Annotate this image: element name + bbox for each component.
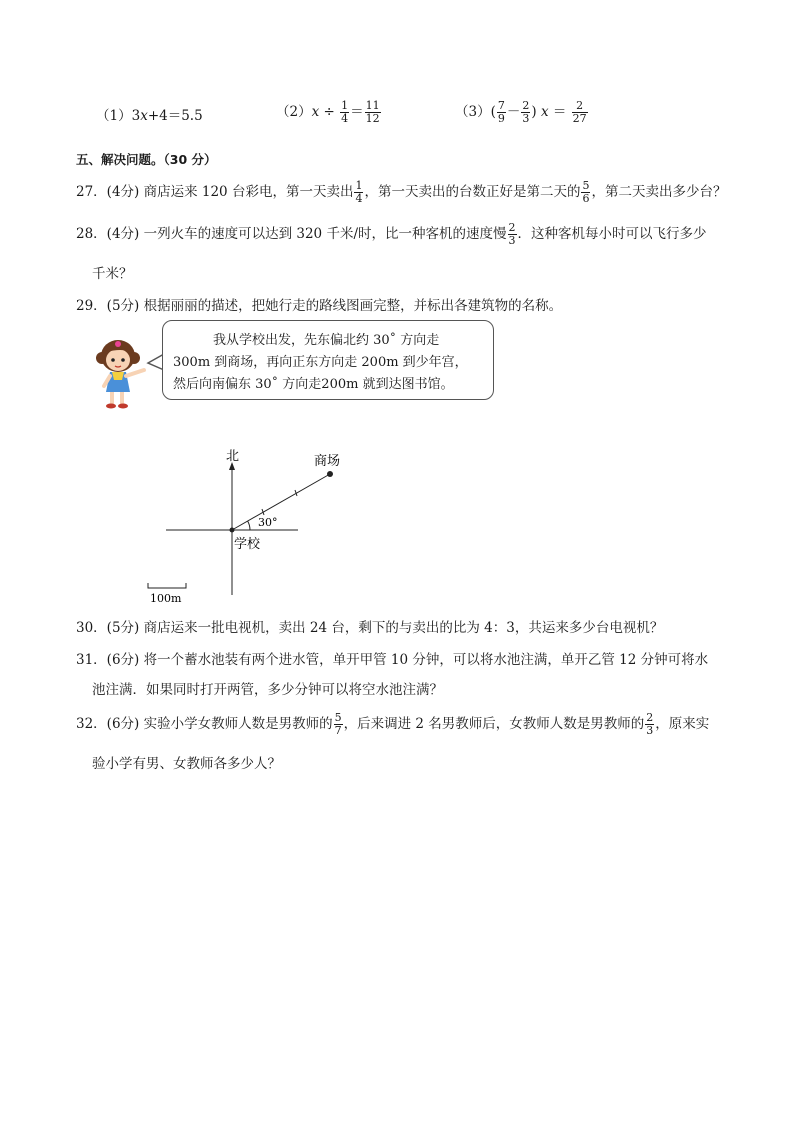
denominator: 3 — [646, 724, 654, 738]
speech-bubble — [162, 320, 494, 400]
question-31: 31．(6分) 将一个蓄水池装有两个进水管，单开甲管 10 分钟，可以将水池注满，单开乙管 12 分钟可将水 — [76, 652, 709, 668]
north-label: 北 — [226, 449, 240, 464]
q32-text-a: 32．(6分) 实验小学女教师人数是男教师的 — [76, 716, 333, 733]
eq2-prefix: （2） — [276, 104, 312, 121]
denominator: 12 — [365, 112, 380, 126]
eq1-var: x — [140, 108, 148, 124]
denominator: 6 — [582, 192, 590, 206]
denominator: 7 — [334, 724, 342, 738]
eq3-equals: ＝ — [552, 104, 567, 121]
scale-bar — [148, 583, 186, 588]
q28-text-a: 28．(4分) 一列火车的速度可以达到 320 千米/时，比一种客机的速度慢 — [76, 226, 507, 243]
q32-fraction-1 — [334, 712, 343, 737]
question-32 — [76, 712, 709, 737]
eq2-var: x — [311, 104, 320, 121]
numerator: 2 — [522, 99, 530, 112]
eq1-rest: +4＝5.5 — [147, 108, 203, 124]
q32-fraction-2 — [645, 712, 654, 737]
question-31-continued: 池注满．如果同时打开两管，多少分钟可以将空水池注满？ — [92, 682, 443, 698]
eq2-fraction-1 — [340, 100, 349, 125]
eq3-var: x — [540, 104, 549, 121]
q28-text-b: ．这种客机每小时可以飞行多少 — [517, 226, 707, 243]
numerator: 7 — [497, 99, 505, 112]
q28-fraction — [508, 222, 517, 247]
eq3-fraction-1 — [497, 100, 506, 125]
q27-text-b: ，第一天卖出的台数正好是第二天的 — [364, 184, 581, 201]
numerator: 5 — [582, 179, 590, 192]
equation-2 — [276, 100, 382, 125]
numerator: 11 — [365, 99, 380, 112]
school-point — [230, 528, 235, 533]
question-32-continued: 验小学有男、女教师各多少人？ — [92, 756, 281, 772]
denominator: 3 — [508, 234, 516, 248]
section-heading: 五、解决问题。（30 分） — [76, 152, 217, 167]
eq3-close: ) — [531, 104, 537, 121]
equation-1 — [96, 104, 203, 124]
eq1-prefix: （1）3 — [96, 108, 141, 124]
eq3-fraction-3 — [572, 100, 588, 125]
q27-text-c: ，第二天卖出多少台？ — [591, 184, 727, 201]
numerator: 2 — [572, 100, 588, 113]
bubble-line-1: 我从学校出发，先东偏北约 30˚ 方向走 — [213, 333, 440, 348]
school-label: 学校 — [234, 537, 261, 552]
denominator: 27 — [572, 112, 587, 126]
question-28 — [76, 222, 707, 247]
denominator: 9 — [497, 112, 505, 126]
eq3-fraction-2 — [521, 100, 530, 125]
question-30: 30．(5分) 商店运来一批电视机，卖出 24 台，剩下的与卖出的比为 4：3，共运来多少台电视机？ — [76, 620, 664, 636]
q27-fraction-2 — [581, 180, 590, 205]
question-29: 29．(5分) 根据丽丽的描述，把她行走的路线图画完整，并标出各建筑物的名称。 — [76, 298, 563, 314]
question-27 — [76, 180, 726, 205]
eq2-op: ÷ — [323, 104, 335, 121]
q27-text-a: 27．(4分) 商店运来 120 台彩电，第一天卖出 — [76, 184, 354, 201]
eq3-prefix: （3）( — [455, 104, 496, 121]
bubble-line-2: 300m 到商场，再向正东方向走 200m 到少年宫， — [173, 355, 468, 370]
eq3-minus: － — [506, 104, 521, 121]
denominator: 3 — [522, 112, 530, 126]
angle-arc — [248, 521, 250, 530]
numerator: 1 — [355, 179, 363, 192]
route-diagram — [140, 440, 380, 610]
q27-fraction-1 — [354, 180, 363, 205]
question-28-continued: 千米？ — [92, 266, 133, 282]
mall-label: 商场 — [314, 454, 341, 469]
numerator: 2 — [508, 221, 516, 234]
route-segment-school-to-mall — [232, 474, 330, 530]
bubble-line-3: 然后向南偏东 30˚ 方向走200m 就到达图书馆。 — [173, 377, 454, 392]
mall-point — [327, 471, 333, 477]
scale-label: 100m — [150, 592, 182, 605]
numerator: 5 — [334, 711, 342, 724]
q32-text-c: ，原来实 — [655, 716, 710, 733]
numerator: 2 — [646, 711, 654, 724]
denominator: 4 — [341, 112, 349, 126]
eq2-fraction-2 — [365, 100, 381, 125]
eq2-equals: ＝ — [350, 104, 364, 121]
q32-text-b: ，后来调进 2 名男教师后，女教师人数是男教师的 — [343, 716, 645, 733]
angle-label: 30° — [258, 516, 278, 529]
equation-3 — [455, 100, 589, 125]
numerator: 1 — [341, 99, 349, 112]
denominator: 4 — [355, 192, 363, 206]
